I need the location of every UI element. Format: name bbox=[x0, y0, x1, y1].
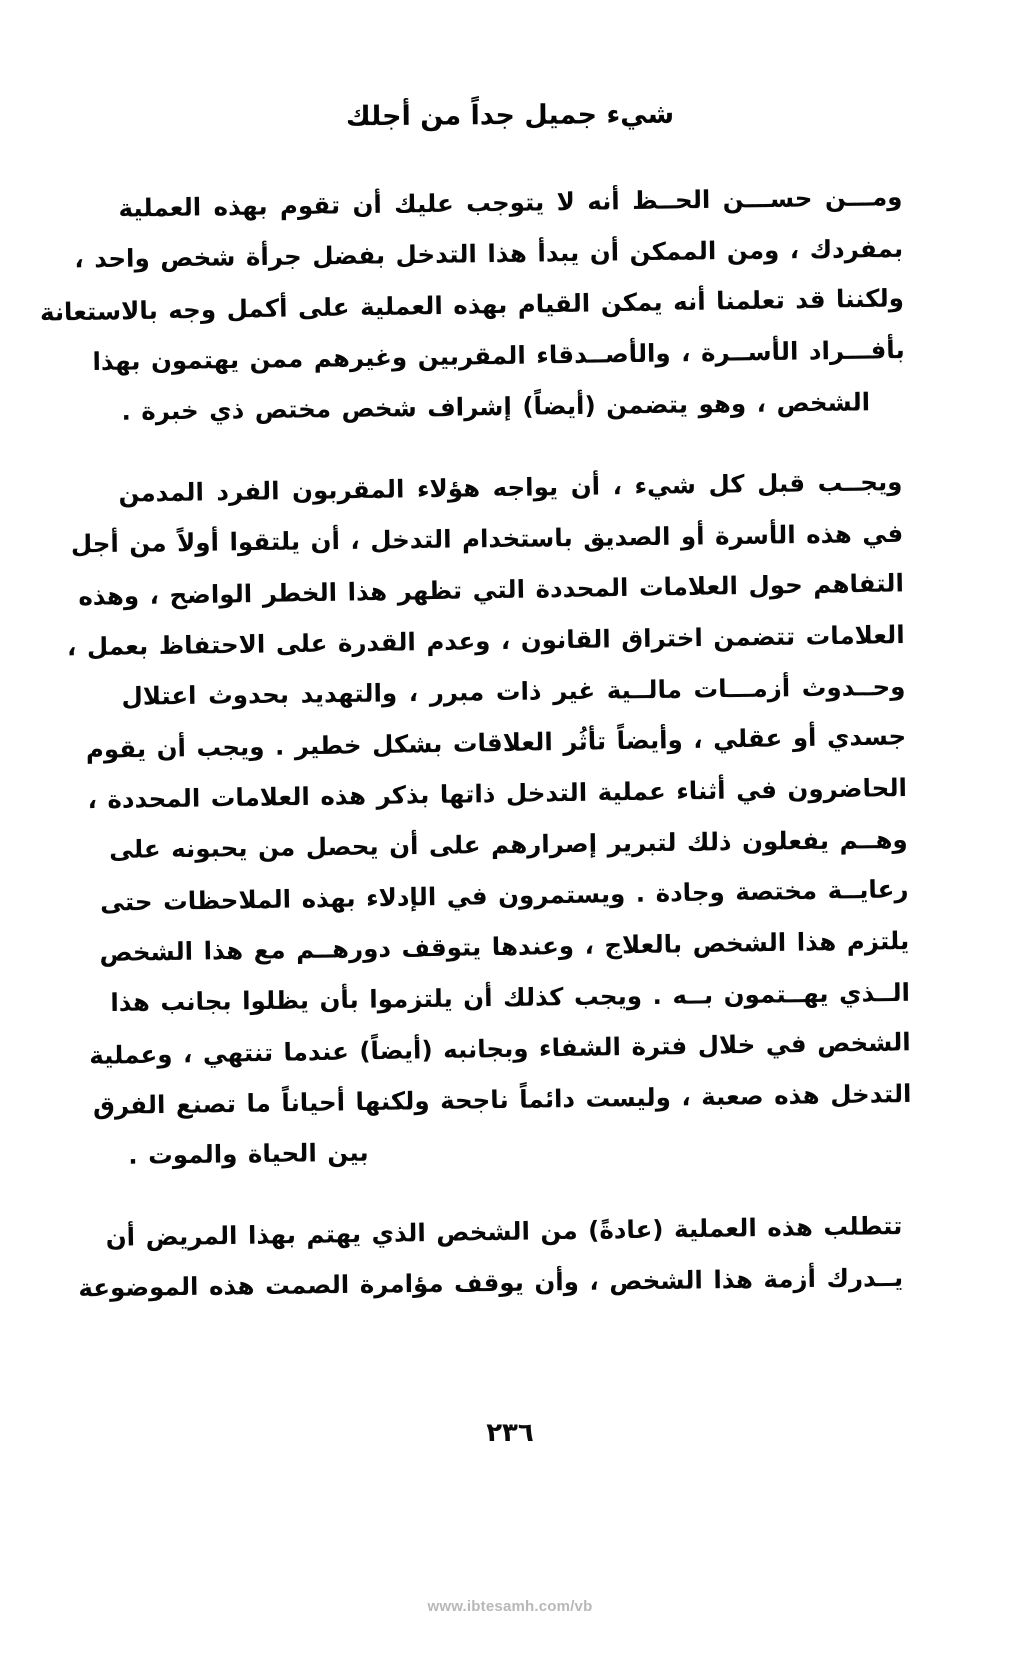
text-line: بين الحياة والموت . bbox=[128, 1137, 369, 1170]
text-line: التفاهم حول العلامات المحددة التي تظهر هذا الخطر الواضح ، وهذه bbox=[78, 567, 905, 611]
text-line: رعايــة مختصة وجادة . ويستمرون في الإدلاء بهذه الملاحظات حتى bbox=[99, 873, 909, 917]
text-line: ولكننا قد تعلمنا أنه يمكن القيام بهذه العملية على أكمل وجه بالاستعانة bbox=[39, 282, 905, 327]
text-line: بمفردك ، ومن الممكن أن يبدأ هذا التدخل بفضل جرأة شخص واحد ، bbox=[74, 233, 904, 273]
page-title: شيء جميل جداً من أجلك bbox=[345, 98, 675, 133]
text-line: الــذي يهــتمون بــه . ويجب كذلك أن يلتزموا بأن يظلوا بجانب هذا bbox=[110, 977, 911, 1017]
text-line: وهــم يفعلون ذلك لتبرير إصرارهم على أن يحصل من يحبونه على bbox=[108, 824, 908, 864]
text-line: يلتزم هذا الشخص بالعلاج ، وعندها يتوقف دورهــم مع هذا الشخص bbox=[99, 925, 910, 967]
text-line: بأفـــراد الأســرة ، والأصــدقاء المقربين وغيرهم ممن يهتمون بهذا bbox=[92, 334, 905, 376]
text-line: ويجــب قبل كل شيء ، أن يواجه هؤلاء المقربون الفرد المدمن bbox=[118, 466, 903, 508]
paragraph-3 bbox=[78, 1200, 904, 1314]
text-line: التدخل هذه صعبة ، وليست دائماً ناجحة ولكنها أحياناً ما تصنع الفرق bbox=[92, 1078, 912, 1120]
page-text-body bbox=[39, 96, 912, 1302]
text-line: وحــدوث أزمـــات مالــية غير ذات مبرر ، والتهديد بحدوث اعتلال bbox=[121, 671, 906, 711]
text-line: تتطلب هذه العملية (عادةً) من الشخص الذي يهتم بهذا المريض أن bbox=[105, 1210, 903, 1252]
page-number: ٢٣٦ bbox=[486, 1418, 534, 1448]
text-line: الشخص في خلال فترة الشفاء وبجانبه (أيضاً) عندما تنتهي ، وعملية bbox=[89, 1026, 911, 1070]
text-line: الحاضرون في أثناء عملية التدخل ذاتها بذكر هذه العلامات المحددة ، bbox=[87, 772, 908, 814]
paragraph-2 bbox=[66, 456, 913, 1182]
text-line: في هذه الأسرة أو الصديق باستخدام التدخل ، أن يلتقوا أولاً من أجل bbox=[70, 518, 904, 558]
text-line: ومـــن حســـن الحــظ أنه لا يتوجب عليك أن تقوم بهذه العملية bbox=[118, 181, 903, 223]
paragraph-1 bbox=[39, 171, 906, 438]
text-line: جسدي أو عقلي ، وأيضاً تأثُر العلاقات بشكل خطير . ويجب أن يقوم bbox=[85, 720, 907, 764]
text-line: العلامات تتضمن اختراق القانون ، وعدم القدرة على الاحتفاظ بعمل ، bbox=[66, 619, 905, 661]
text-line: يــدرك أزمة هذا الشخص ، وأن يوقف مؤامرة الصمت هذه الموضوعة bbox=[78, 1262, 904, 1302]
text-line: الشخص ، وهو يتضمن (أيضاً) إشراف شخص مختص ذي خبرة . bbox=[121, 386, 871, 426]
site-watermark: www.ibtesamh.com/vb bbox=[427, 1598, 593, 1615]
